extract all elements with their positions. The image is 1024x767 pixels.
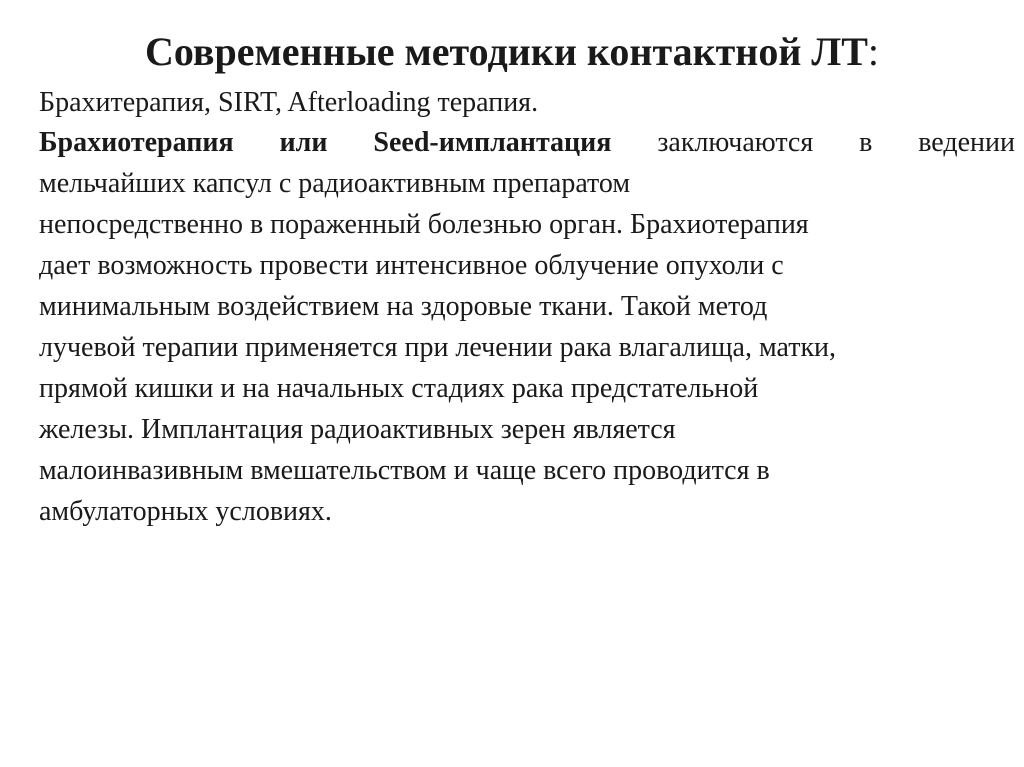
paragraph-line-10: амбулаторных условиях. xyxy=(39,496,332,527)
paragraph-line-4: дает возможность провести интенсивное облучение опухоли с xyxy=(39,250,784,281)
slide-title-text: Современные методики контактной ЛТ xyxy=(144,29,868,74)
slide-title-colon: : xyxy=(867,29,879,74)
paragraph-line-7: прямой кишки и на начальных стадиях рака предстательной xyxy=(39,373,759,404)
paragraph-line-1 xyxy=(39,122,1015,163)
slide-subtitle: Брахитерапия, SIRT, Afterloading терапия. xyxy=(39,87,539,118)
body-paragraph xyxy=(39,122,1015,532)
paragraph-line-6: лучевой терапии применяется при лечении рака влагалища, матки, xyxy=(39,332,837,363)
paragraph-line-8: железы. Имплантация радиоактивных зерен является xyxy=(39,414,676,445)
paragraph-line-3: непосредственно в пораженный болезнью орган. Брахиотерапия xyxy=(39,209,809,240)
paragraph-line-1-rest: заключаются в ведении xyxy=(611,127,1015,158)
paragraph-line-2: мельчайших капсул с радиоактивным препаратом xyxy=(39,168,631,199)
paragraph-line-5: минимальным воздействием на здоровые ткани. Такой метод xyxy=(39,291,768,322)
bold-lead-text: Брахиотерапия или Seed-имплантация xyxy=(39,127,612,158)
slide-title xyxy=(0,28,1024,76)
paragraph-line-9: малоинвазивным вмешательством и чаще всего проводится в xyxy=(39,455,770,486)
